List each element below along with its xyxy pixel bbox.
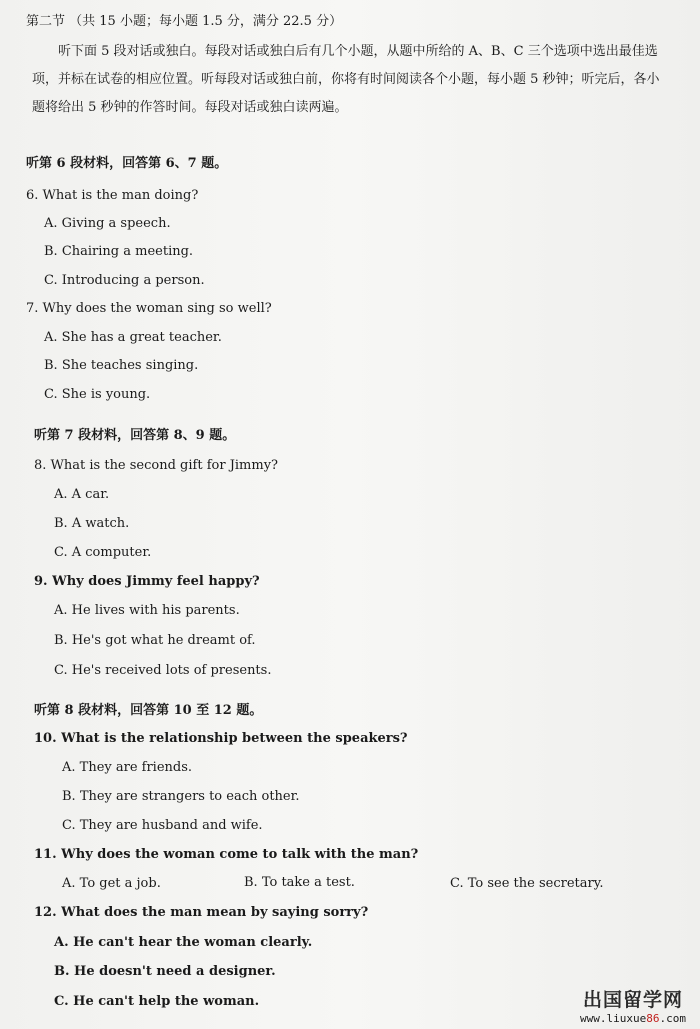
question-6-option-a: A. Giving a speech. [44,216,171,231]
question-11-option-a: A. To get a job. [62,876,161,891]
watermark-url: www.liuxue86.com [580,1012,686,1025]
question-12-option-a: A. He can't hear the woman clearly. [54,935,313,950]
question-11-option-c: C. To see the secretary. [450,876,604,891]
question-8-option-a: A. A car. [54,487,110,502]
question-12: 12. What does the man mean by saying sorry? [34,905,369,920]
question-7: 7. Why does the woman sing so well? [26,301,272,316]
site-watermark [580,985,686,1025]
question-10-option-c: C. They are husband and wife. [62,818,263,833]
question-9-option-c: C. He's received lots of presents. [54,663,272,678]
question-6: 6. What is the man doing? [26,188,199,203]
group-header-8: 听第 8 段材料，回答第 10 至 12 题。 [34,703,263,718]
question-11-option-b: B. To take a test. [244,875,355,890]
question-12-option-b: B. He doesn't need a designer. [54,964,276,979]
question-12-option-c: C. He can't help the woman. [54,994,260,1009]
question-7-option-c: C. She is young. [44,387,151,402]
question-7-option-a: A. She has a great teacher. [44,330,222,345]
question-6-option-c: C. Introducing a person. [44,273,205,288]
question-10-option-a: A. They are friends. [62,760,193,775]
question-8: 8. What is the second gift for Jimmy? [34,458,279,473]
section-instructions: 听下面 5 段对话或独白。每段对话或独白后有几个小题，从题中所给的 A、B、C 三个选项中选出最佳选项，并标在试卷的相应位置。听每段对话或独白前，你将有时间阅读各个小题，每小题 5 秒钟；听完后，各小题将给出 5 秒钟的作答时间。每段对话或独白读两遍。 [32,44,660,115]
watermark-site-name: 出国留学网 [583,989,684,1011]
question-8-option-b: B. A watch. [54,516,130,531]
question-10-option-b: B. They are strangers to each other. [62,789,300,804]
question-9-option-b: B. He's got what he dreamt of. [54,633,256,648]
question-6-option-b: B. Chairing a meeting. [44,244,194,259]
question-10: 10. What is the relationship between the speakers? [34,731,408,746]
section-header: 第二节 （共 15 小题；每小题 1.5 分，满分 22.5 分） [26,14,343,29]
question-7-option-b: B. She teaches singing. [44,358,199,373]
question-11: 11. Why does the woman come to talk with the man? [34,847,419,862]
question-9-option-a: A. He lives with his parents. [54,603,240,618]
group-header-7: 听第 7 段材料，回答第 8、9 题。 [34,428,236,443]
question-9: 9. Why does Jimmy feel happy? [34,574,260,589]
question-8-option-c: C. A computer. [54,545,152,560]
group-header-6: 听第 6 段材料，回答第 6、7 题。 [26,156,228,171]
